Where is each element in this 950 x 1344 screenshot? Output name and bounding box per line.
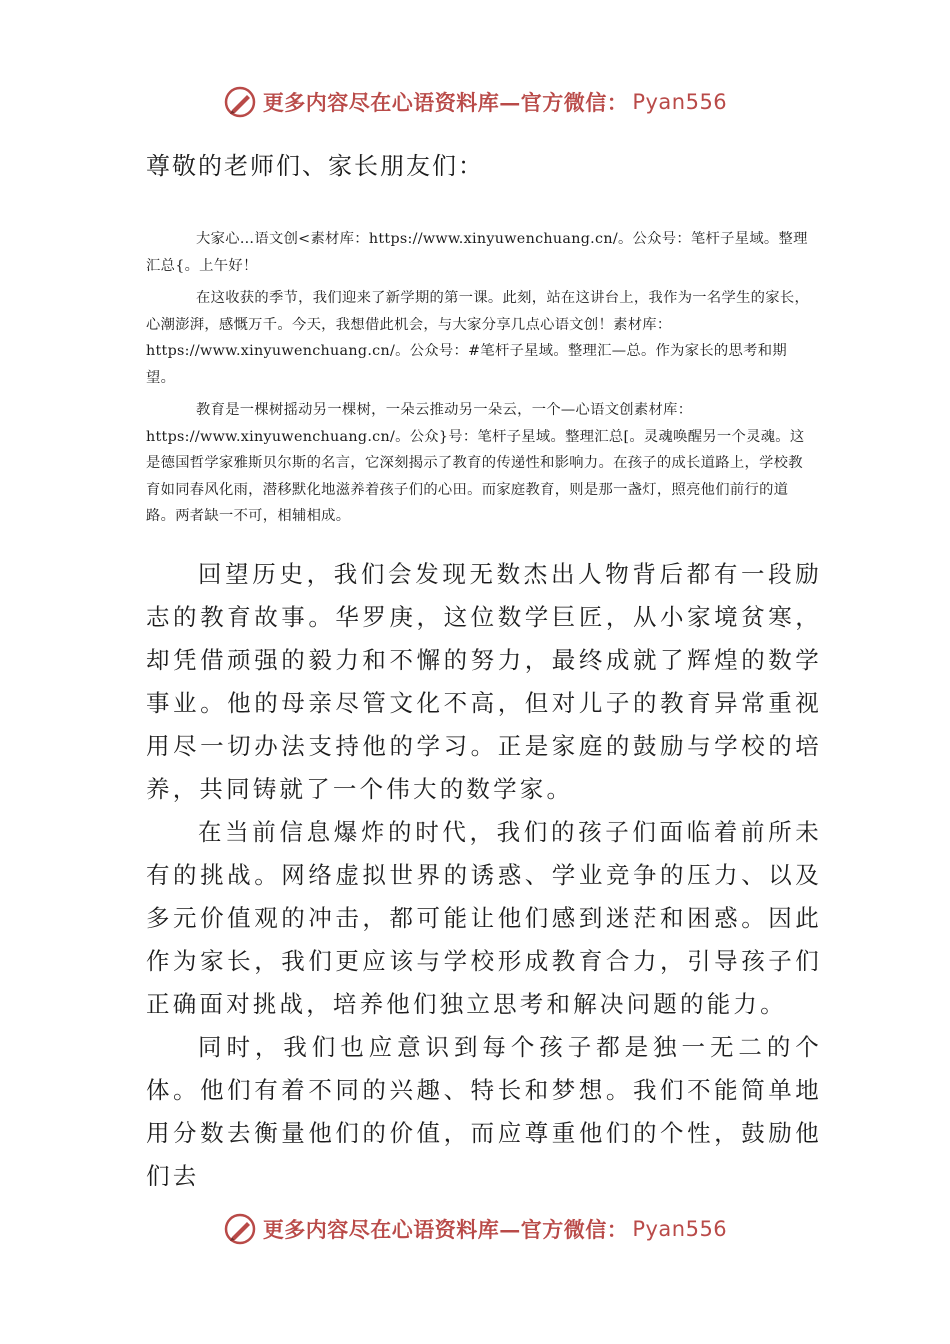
intro-paragraph-2: 在这收获的季节，我们迎来了新学期的第一课。此刻，站在这讲台上，我作为一名学生的家长，心潮澎湃，感慨万千。今天，我想借此机会，与大家分享几点心语文创！素材库：https://www.xinyuwenchuang.cn/。公众号：#笔杆子星域。整理汇—总。作为家长的思考和期望。 bbox=[146, 290, 810, 386]
body-paragraph-1: 回望历史，我们会发现无数杰出人物背后都有一段励志的教育故事。华罗庚，这位数学巨匠，从小家境贫寒，却凭借顽强的毅力和不懈的努力，最终成就了辉煌的数学事业。他的母亲尽管文化不高，但对儿子的教育异常重视用尽一切办法支持他的学习。正是家庭的鼓励与学校的培养，共同铸就了一个伟大的数学家。 bbox=[146, 560, 822, 803]
salutation: 尊敬的老师们、家长朋友们： bbox=[146, 152, 484, 180]
pen-logo-icon bbox=[223, 1212, 257, 1246]
intro-paragraph-1: 大家心…语文创<素材库：https://www.xinyuwenchuang.cn/。公众号：笔杆子星域。整理汇总{。上午好！ bbox=[146, 231, 808, 274]
header-banner bbox=[0, 82, 950, 122]
body-paragraph-3: 同时，我们也应意识到每个孩子都是独一无二的个体。他们有着不同的兴趣、特长和梦想。我们不能简单地用分数去衡量他们的价值，而应尊重他们的个性，鼓励他们去 bbox=[146, 1033, 822, 1190]
header-wechat-id: Pyan556 bbox=[632, 90, 728, 114]
body-paragraph-2: 在当前信息爆炸的时代，我们的孩子们面临着前所未有的挑战。网络虚拟世界的诱惑、学业竞争的压力、以及多元价值观的冲击，都可能让他们感到迷茫和困惑。因此作为家长，我们更应该与学校形成教育合力，引导孩子们正确面对挑战，培养他们独立思考和解决问题的能力。 bbox=[146, 818, 822, 1018]
intro-paragraph-3: 教育是一棵树摇动另一棵树，一朵云推动另一朵云，一个—心语文创素材库：https://www.xinyuwenchuang.cn/。公众}号：笔杆子星域。整理汇总[。灵魂唤醒另一个灵魂。这是德国哲学家雅斯贝尔斯的名言，它深刻揭示了教育的传递性和影响力。在孩子的成长道路上，学校教育如同春风化雨，潜移默化地滋养着孩子们的心田。而家庭教育，则是那一盏灯，照亮他们前行的道路。两者缺一不可，相辅相成。 bbox=[146, 402, 805, 524]
pen-logo-icon bbox=[223, 85, 257, 119]
intro-section bbox=[146, 226, 810, 536]
header-banner-text: 更多内容尽在心语资料库—官方微信： bbox=[262, 90, 629, 115]
footer-banner-text: 更多内容尽在心语资料库—官方微信： bbox=[262, 1217, 629, 1242]
body-section bbox=[146, 553, 822, 1198]
footer-banner bbox=[0, 1209, 950, 1249]
footer-wechat-id: Pyan556 bbox=[632, 1217, 728, 1241]
